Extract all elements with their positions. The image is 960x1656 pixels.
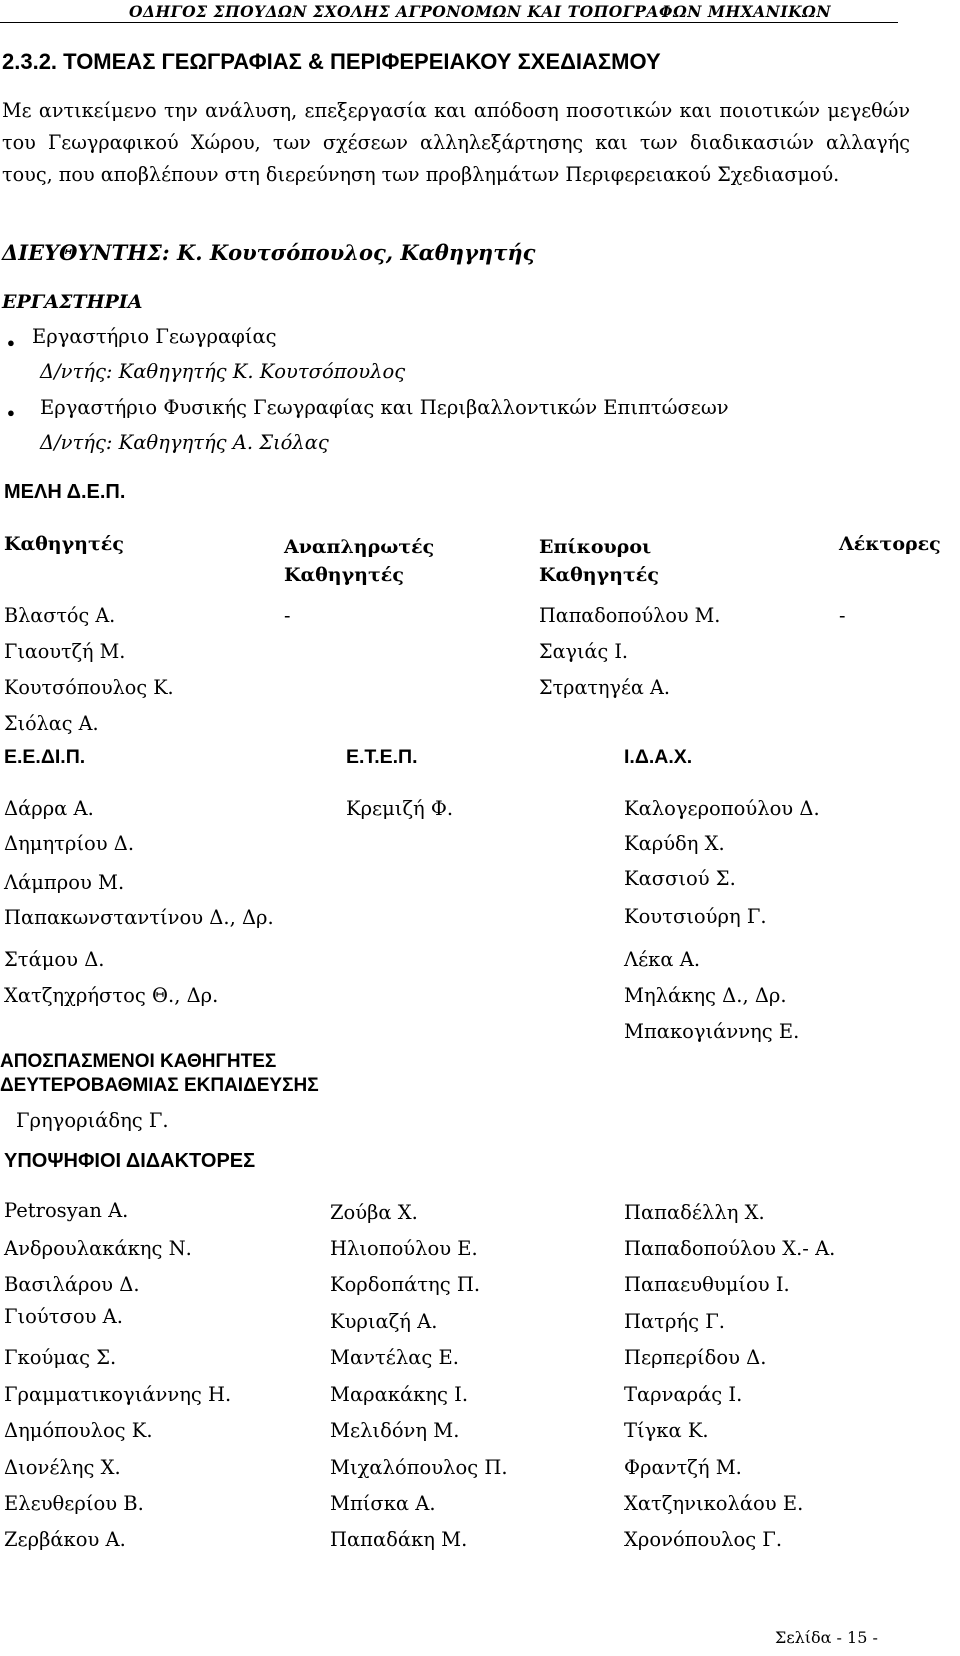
list-item: Ζερβάκου Α. — [4, 1528, 126, 1551]
list-item: Μιχαλόπουλος Π. — [330, 1456, 508, 1479]
column-header-assistant: Επίκουροι Καθηγητές — [539, 536, 659, 586]
list-item: Φραντζή Μ. — [624, 1456, 742, 1479]
list-item: Πατρής Γ. — [624, 1310, 725, 1333]
list-item: Κουτσιούρη Γ. — [624, 905, 767, 928]
lab-director: Δ/ντής: Καθηγητής Κ. Κουτσόπουλος — [40, 360, 406, 383]
list-item: Παπαδοπούλου Χ.- Α. — [624, 1237, 836, 1260]
list-item: Ζούβα Χ. — [330, 1201, 418, 1224]
lab-name: Εργαστήριο Γεωγραφίας — [32, 325, 277, 348]
staff-heading-idax: Ι.Δ.Α.Χ. — [624, 746, 693, 768]
list-item: Γκούμας Σ. — [4, 1346, 117, 1369]
list-item: Κασσιού Σ. — [624, 867, 736, 890]
page-number: Σελίδα - 15 - — [775, 1628, 878, 1647]
list-item: Καλογεροπούλου Δ. — [624, 797, 820, 820]
list-item: Μπακογιάννης Ε. — [624, 1020, 800, 1043]
list-item: - — [284, 604, 291, 627]
list-item: Ελευθερίου Β. — [4, 1492, 144, 1515]
list-item: Μαρακάκης Ι. — [330, 1383, 469, 1406]
list-item: Κρεμιζή Φ. — [346, 797, 454, 820]
list-item: Παπακωνσταντίνου Δ., Δρ. — [4, 906, 274, 929]
list-item: Κυριαζή Α. — [330, 1310, 438, 1333]
list-item: Διονέλης Χ. — [4, 1456, 121, 1479]
phd-heading: ΥΠΟΨΗΦΙΟΙ ΔΙΔΑΚΤΟΡΕΣ — [4, 1150, 256, 1172]
list-item: Παπαδοπούλου Μ. — [539, 604, 721, 627]
list-item: Γρηγοριάδης Γ. — [16, 1109, 169, 1132]
list-item: Παπαδάκη Μ. — [330, 1528, 468, 1551]
bullet-icon: ● — [7, 335, 15, 350]
list-item: Χατζηνικολάου Ε. — [624, 1492, 804, 1515]
list-item: Στάμου Δ. — [4, 948, 105, 971]
list-item: Petrosyan A. — [4, 1199, 129, 1222]
list-item: Καρύδη Χ. — [624, 832, 725, 855]
list-item: Δημητρίου Δ. — [4, 832, 135, 855]
header-rule — [0, 22, 898, 23]
column-header-lecturers: Λέκτορες — [839, 533, 941, 555]
list-item: Κορδοπάτης Π. — [330, 1273, 481, 1296]
lab-name: Εργαστήριο Φυσικής Γεωγραφίας και Περιβαλλοντικών Επιπτώσεων — [40, 396, 729, 419]
list-item: Λάμπρου Μ. — [4, 871, 125, 894]
list-item: Στρατηγέα Α. — [539, 676, 670, 699]
list-item: Παπαευθυμίου Ι. — [624, 1273, 790, 1296]
dep-heading: ΜΕΛΗ Δ.Ε.Π. — [4, 481, 126, 503]
lab-director: Δ/ντής: Καθηγητής Α. Σιόλας — [40, 431, 329, 454]
list-item: Μηλάκης Δ., Δρ. — [624, 984, 787, 1007]
staff-heading-eedip: Ε.Ε.ΔΙ.Π. — [4, 746, 86, 768]
list-item: Κουτσόπουλος Κ. — [4, 676, 174, 699]
list-item: Μπίσκα Α. — [330, 1492, 436, 1515]
intro-paragraph: Με αντικείμενο την ανάλυση, επεξεργασία και απόδοση ποσοτικών και ποιοτικών μεγεθών του Γεωγραφικού Χώρου, των σχέσεων αλληλεξάρτησης και των διαδικασιών αλλαγής τους, που αποβλέπουν στη διερεύνηση των προβλημάτων Περιφερειακού Σχεδιασμού. — [2, 99, 910, 186]
labs-heading: ΕΡΓΑΣΤΗΡΙΑ — [2, 291, 143, 313]
seconded-heading: ΑΠΟΣΠΑΣΜΕΝΟΙ ΚΑΘΗΓΗΤΕΣ ΔΕΥΤΕΡΟΒΑΘΜΙΑΣ ΕΚΠΑΙΔΕΥΣΗΣ — [0, 1051, 319, 1096]
list-item: Γραμματικογιάννης Η. — [4, 1383, 232, 1406]
list-item: Χρονόπουλος Γ. — [624, 1528, 783, 1551]
list-item: Σιόλας Α. — [4, 712, 99, 735]
list-item: Παπαδέλλη Χ. — [624, 1201, 765, 1224]
list-item: Περπερίδου Δ. — [624, 1346, 767, 1369]
list-item: - — [839, 604, 846, 627]
list-item: Βασιλάρου Δ. — [4, 1273, 140, 1296]
list-item: Λέκα Α. — [624, 948, 701, 971]
list-item: Βλαστός Α. — [4, 604, 116, 627]
column-header-associate: Αναπληρωτές Καθηγητές — [284, 536, 435, 586]
list-item: Ταρναράς Ι. — [624, 1383, 743, 1406]
list-item: Μαντέλας Ε. — [330, 1346, 459, 1369]
list-item: Τίγκα Κ. — [624, 1419, 709, 1442]
list-item: Μελιδόνη Μ. — [330, 1419, 460, 1442]
director-line: ΔΙΕΥΘΥΝΤΗΣ: Κ. Κουτσόπουλος, Καθηγητής — [2, 240, 536, 265]
list-item: Ανδρουλακάκης Ν. — [4, 1237, 192, 1260]
list-item: Σαγιάς Ι. — [539, 640, 628, 663]
list-item: Δημόπουλος Κ. — [4, 1419, 153, 1442]
list-item: Δάρρα Α. — [4, 797, 94, 820]
list-item: Γιούτσου Α. — [4, 1305, 123, 1328]
list-item: Γιαουτζή Μ. — [4, 640, 126, 663]
section-heading: 2.3.2. ΤΟΜΕΑΣ ΓΕΩΓΡΑΦΙΑΣ & ΠΕΡΙΦΕΡΕΙΑΚΟΥ ΣΧΕΔΙΑΣΜΟΥ — [2, 49, 661, 74]
running-header: ΟΔΗΓΟΣ ΣΠΟΥΔΩΝ ΣΧΟΛΗΣ ΑΓΡΟΝΟΜΩΝ ΚΑΙ ΤΟΠΟΓΡΑΦΩΝ ΜΗΧΑΝΙΚΩΝ — [128, 2, 832, 21]
column-header-professors: Καθηγητές — [4, 533, 124, 555]
list-item: Ηλιοπούλου Ε. — [330, 1237, 478, 1260]
list-item: Χατζηχρήστος Θ., Δρ. — [4, 984, 219, 1007]
bullet-icon: ● — [7, 405, 15, 420]
staff-heading-etep: Ε.Τ.Ε.Π. — [346, 746, 418, 768]
